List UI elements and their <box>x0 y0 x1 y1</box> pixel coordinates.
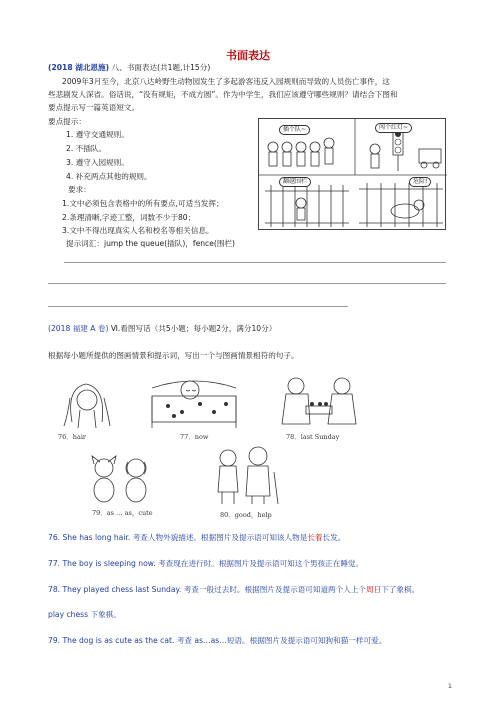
answer-76-explanation-end: 长发。 <box>322 533 346 542</box>
answer-76 <box>48 532 345 544</box>
writing-line-2 <box>48 283 446 284</box>
q1-hint-2: 2. 不插队。 <box>66 144 107 153</box>
q1-hint-1: 1. 遵守交通规则。 <box>66 130 129 139</box>
picture-80-helping-elder <box>206 446 282 506</box>
q1-requirement-3: 3.文中不得出现真实人名和校名等相关信息。 <box>62 226 214 235</box>
comic-drawing <box>259 119 447 231</box>
answer-79-explanation: 考查 as…as…短语。根据图片及提示语可知狗和猫一样可爱。 <box>176 636 387 645</box>
q1-source: (2018 湖北恩施) <box>48 63 110 72</box>
caption-80: 80．good，help <box>220 511 272 519</box>
q1-paragraph-line-3: 要点提示写一篇英语短文。 <box>48 103 140 112</box>
writing-line-3 <box>48 306 348 307</box>
q1-requirements-label: 要求： <box>68 185 91 194</box>
picture-76-girl <box>52 378 122 430</box>
caption-76: 76．hair <box>58 433 87 441</box>
picture-77-sleeping-boy <box>148 374 240 430</box>
answer-78 <box>48 584 419 596</box>
q1-heading: 八、书面表达(共1题,计15分) <box>111 63 211 72</box>
answer-77-explanation: 考查现在进行时。根据图片及提示语可知这个男孩正在睡觉。 <box>158 559 364 568</box>
q1-paragraph-line-2: 些悲剧发人深省。俗话说，“没有规矩，不成方圆”。作为中学生，我们应该遵守哪些规则？请结合下图和 <box>48 90 398 99</box>
answer-79-english: 79. The dog is as cute as the cat. <box>48 636 175 645</box>
page-number: 1 <box>447 682 452 690</box>
q1-vocabulary-hint: 提示词汇：jump the queue(插队)，fence(围栏) <box>66 239 236 248</box>
answer-79 <box>48 635 386 647</box>
caption-78: 78．last Sunday <box>286 433 340 441</box>
writing-line-1 <box>64 262 446 263</box>
q2-heading: Ⅵ.看图写话（共5小题；每小题2分，满分10分） <box>110 324 277 333</box>
comic-bubble-3: 翻越围栏 <box>279 177 311 187</box>
comic-bubble-1: 插个队~ <box>279 125 310 135</box>
caption-77: 77．now <box>180 433 209 441</box>
answer-78-english: 78. They played chess last Sunday. <box>48 585 182 594</box>
q1-paragraph-line-1: 2009年3月至今，北京八达岭野生动物园发生了多起游客违反入园规则而导致的人员伤亡事件，这 <box>62 77 390 86</box>
q2-source: (2018 福建 A 卷) <box>48 324 109 333</box>
picture-79-dog-and-cat <box>88 454 154 504</box>
answer-76-explanation: 考查人物外貌描述。根据图片及提示语可知该人物是 <box>132 533 308 542</box>
comic-bubble-4: 危险! <box>409 177 431 187</box>
picture-78-playing-chess <box>278 374 360 430</box>
q1-requirement-1: 1.文中必须包含表格中的所有要点,可适当发挥； <box>62 199 224 208</box>
q1-requirement-2: 2.条理清晰,字迹工整，词数不少于80； <box>62 213 196 222</box>
answer-77 <box>48 558 363 570</box>
q1-header <box>48 62 210 74</box>
q1-hint-4: 4. 补充两点其他的规则。 <box>66 172 152 181</box>
q2-header <box>48 323 276 335</box>
answer-78-highlight: 周日 <box>366 585 382 594</box>
comic-bubble-2: 闯个红灯~ <box>375 123 412 133</box>
answer-78-explanation: 考查一般过去时。根据图片及提示语可知道两个人上个 <box>183 585 367 594</box>
caption-79: 79．as … as，cute <box>92 509 153 517</box>
answer-76-highlight: 长着 <box>307 533 323 542</box>
answer-77-english: 77. The boy is sleeping now. <box>48 559 156 568</box>
answer-76-english: 76. She has long hair. <box>48 533 131 542</box>
answer-78-explanation-end: 下了象棋。 <box>381 585 420 594</box>
q1-hint-label: 要点提示： <box>48 117 86 126</box>
answer-78-note: play chess 下象棋。 <box>48 610 121 619</box>
q1-hint-3: 3. 遵守入园规则。 <box>66 158 129 167</box>
q1-rules-comic <box>258 118 446 230</box>
page-title: 书面表达 <box>226 49 270 62</box>
q2-instruction: 根据每小题所提供的图画情景和提示词，写出一个与图画情景相符的句子。 <box>48 351 299 360</box>
